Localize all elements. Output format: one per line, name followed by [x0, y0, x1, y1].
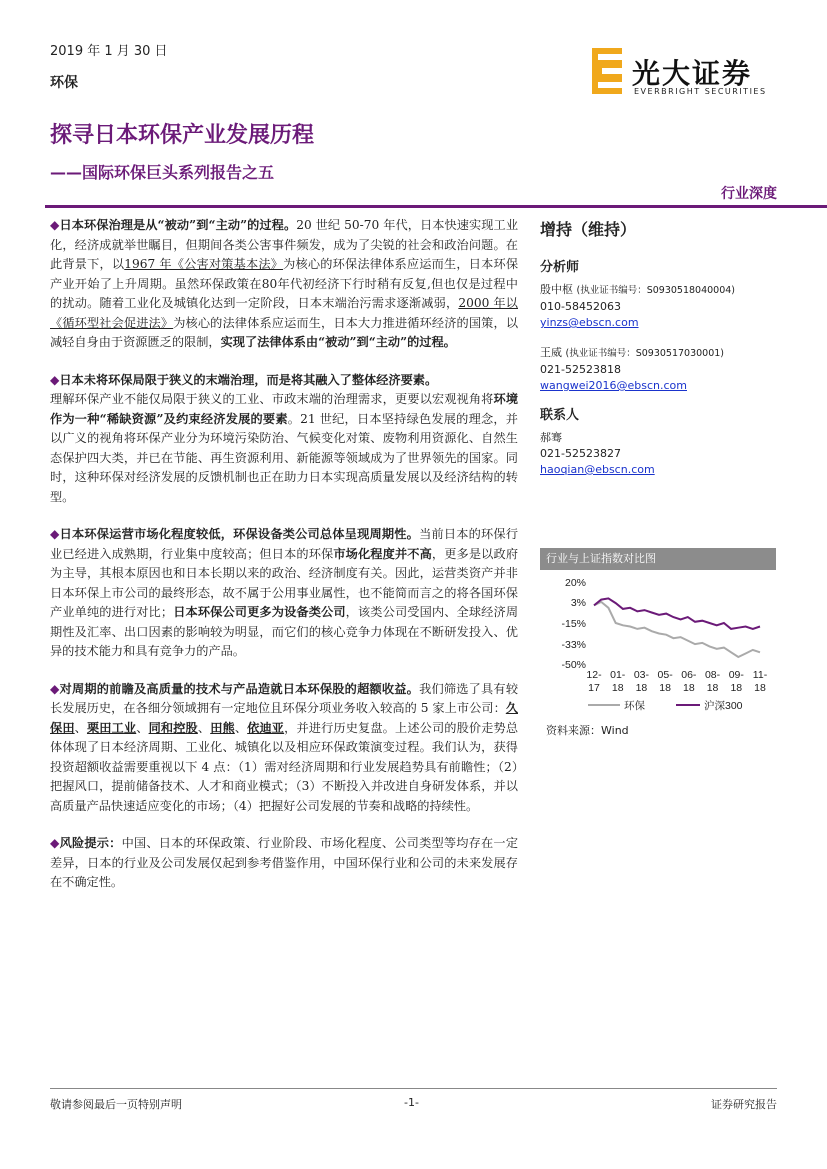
- analyst-2: [540, 345, 785, 394]
- x-tick-label: 18: [611, 682, 624, 694]
- x-tick-label: 18: [730, 682, 743, 694]
- paragraph-5: [50, 834, 518, 893]
- p1-text-b: 为核心的环保法律体系应运而生，日本环保产业开始了上升周期。虽然环保政策在80年代初经济下行时稍有反复,但也仅是过程中的扰动。随着工业化及城镇化达到一定阶段，日本末端治污需求逐渐减弱，: [50, 257, 519, 310]
- logo-text-cn: 光大证券: [632, 57, 753, 90]
- x-tick-label: 18: [635, 682, 648, 694]
- legend-label-huanbao: 环保: [624, 700, 645, 712]
- main-body: [50, 216, 518, 911]
- p5-heading: 风险提示：: [59, 836, 122, 850]
- p3-bold-2: 日本环保公司更多为设备类公司: [173, 605, 346, 619]
- contact: [540, 430, 785, 478]
- x-tick-label: 12-: [586, 669, 602, 681]
- analyst-1: [540, 282, 785, 331]
- series-line-huanbao: [594, 602, 760, 657]
- x-tick-label: 17: [588, 682, 600, 694]
- paragraph-2: [50, 371, 518, 508]
- p2-heading: 日本未将环保局限于狭义的末端治理，而是将其融入了整体经济要素。: [59, 372, 438, 387]
- paragraph-1: [50, 216, 518, 353]
- x-tick-label: 09-: [728, 669, 744, 681]
- p5-text-a: 中国、日本的环保政策、行业阶段、市场化程度、公司类型等均存在一定差异，日本的行业及公司发展仅起到参考借鉴作用，中国环保行业和公司的未来发展存在不确定性。: [50, 836, 519, 889]
- x-tick-label: 08-: [704, 669, 721, 681]
- contact-phone: 021-52523827: [540, 447, 621, 460]
- x-tick-label: 18: [706, 682, 719, 694]
- report-date: 2019 年 1 月 30 日: [50, 44, 168, 59]
- p3-heading: 日本环保运营市场化程度较低，环保设备类公司总体呈现周期性。: [59, 527, 420, 541]
- y-tick-label: -50%: [561, 659, 586, 671]
- analyst-1-name: 殷中枢: [540, 283, 573, 296]
- analyst-1-email[interactable]: yinzs@ebscn.com: [540, 316, 639, 329]
- separator: 、: [74, 720, 87, 735]
- company-takuma: 田熊: [210, 720, 235, 735]
- x-tick-label: 03-: [633, 669, 650, 681]
- analyst-1-cert: (执业证书编号：S0930518040004): [576, 285, 736, 296]
- paragraph-3: [50, 525, 518, 662]
- x-tick-label: 18: [659, 682, 671, 694]
- legend-label-hs300: 沪深300: [704, 700, 743, 712]
- logo-text-en: EVERBRIGHT SECURITIES: [634, 87, 767, 96]
- company-kubota: 久保田: [50, 701, 518, 735]
- footer-disclaimer: 敬请参阅最后一页特别声明: [50, 1098, 182, 1111]
- x-tick-label: 18: [754, 682, 766, 694]
- report-title: 探寻日本环保产业发展历程: [50, 123, 315, 148]
- analyst-2-cert: (执业证书编号：S0930517030001): [565, 348, 725, 359]
- p1-underline-2: 2000 年以《循环型社会促进法》: [50, 296, 518, 330]
- bullet-icon: ◆: [50, 527, 60, 541]
- p1-text-a: 20 世纪 50-70 年代，日本快速实现工业化，经济成就举世瞩目，但期间各类公害事件频发，成为了尖锐的社会和政治问题。在此背景下，以: [50, 218, 519, 271]
- sector-label: 环保: [50, 75, 78, 91]
- bullet-icon: ◆: [50, 372, 60, 387]
- p2-text-b: 。21 世纪，日本坚持绿色发展的理念，并以广义的视角将环保产业分为环境污染防治、气候变化对策、废物利用资源化、自然生态保护四大类，并已在节能、再生资源利用、新能源等领域成为了世界领先的国家。同时，这种环保对经济发展的反馈机制也正在助力日本实现高质量发展以及经济结构的转型。: [50, 411, 518, 504]
- separator: 、: [197, 720, 211, 735]
- footer-report-type: 证券研究报告: [711, 1098, 777, 1111]
- p3-text-b: ，更多是以政府为主导，其根本原因也和日本长期以来的政治、经济制度有关。因此，运营类资产并非日本环保上市公司的最终形态，故不属于公用事业属性，也不能简而言之的将各国环保产业单纯的进行对比；: [50, 546, 519, 619]
- p3-text-c: ，该类公司受国内、全球经济周期性及汇率、出口因素的影响较为明显，而它们的核心竞争力体现在不断研发投入、优异的技术能力和具有竞争力的产品。: [50, 605, 519, 658]
- contact-title: 联系人: [540, 408, 580, 423]
- index-comparison-chart: [540, 572, 776, 720]
- bullet-icon: ◆: [50, 218, 60, 232]
- analyst-2-name: 王威: [540, 346, 562, 359]
- p1-heading: 日本环保治理是从“被动”到“主动”的过程。: [59, 218, 297, 232]
- x-tick-label: 18: [683, 682, 695, 694]
- p4-text-a: 我们筛选了具有较长发展历史，在各细分领域拥有一定地位且环保分项业务收入较高的 5 家上市公司：: [50, 681, 519, 715]
- analysts-title: 分析师: [540, 260, 580, 275]
- analyst-2-email[interactable]: wangwei2016@ebscn.com: [540, 379, 687, 392]
- p4-text-b: ，并进行历史复盘。上述公司的股价走势总体体现了日本经济周期、工业化、城镇化以及相应环保政策演变过程。我们认为，获得投资超额收益需要重视以下 4 点：（1）需对经济周期和行业发展趋势具有前瞻性；（2）把握风口，提前储备技术、人才和商业模式；（3）不断投入并改进自身研发体系，并以高质量产品快速适应变化的市场；（4）把握好公司发展的节奏和战略的持续性。: [50, 720, 519, 813]
- p1-text-c: 为核心的法律体系应运而生，日本大力推进循环经济的国策，以减轻自身由于资源匮乏的限制，: [50, 315, 519, 349]
- chart-header: 行业与上证指数对比图: [540, 548, 776, 570]
- x-tick-label: 11-: [752, 669, 768, 681]
- company-kurita: 栗田工业: [86, 720, 137, 735]
- x-tick-label: 01-: [610, 669, 626, 681]
- everbright-logo-icon: [592, 48, 622, 94]
- sidebar: [540, 222, 785, 492]
- bullet-icon: ◆: [50, 681, 60, 696]
- bullet-icon: ◆: [50, 836, 60, 850]
- report-subtitle: ——国际环保巨头系列报告之五: [50, 163, 275, 182]
- contact-name: 郝骞: [540, 431, 562, 444]
- contact-email[interactable]: haoqian@ebscn.com: [540, 463, 655, 476]
- analyst-2-phone: 021-52523818: [540, 363, 621, 376]
- p3-text-a: 当前日本的环保行业已经进入成熟期，行业集中度较高；但日本的环保: [50, 527, 519, 561]
- company-dowa: 同和控股: [148, 720, 198, 735]
- p4-heading: 对周期的前瞻及高质量的技术与产品造就日本环保股的超额收益。: [59, 681, 420, 696]
- analyst-1-phone: 010-58452063: [540, 300, 621, 313]
- separator: 、: [234, 720, 248, 735]
- company-ideia: 依迪亚: [247, 720, 285, 735]
- footer-divider: [50, 1088, 777, 1089]
- p2-bold: 环境作为一种“稀缺资源”及约束经济发展的要素: [50, 392, 519, 426]
- p1-bold-end: 实现了法律体系由“被动”到“主动”的过程。: [220, 335, 456, 349]
- p2-text-a: 理解环保产业不能仅局限于狭义的工业、市政末端的治理需求，更要以宏观视角将: [50, 392, 494, 406]
- x-tick-label: 05-: [657, 669, 673, 681]
- paragraph-4: [50, 680, 518, 817]
- header-divider: [45, 205, 827, 208]
- y-tick-label: -33%: [561, 639, 586, 652]
- page-number: -1-: [404, 1096, 419, 1109]
- separator: 、: [136, 720, 149, 735]
- y-tick-label: 3%: [570, 596, 586, 609]
- report-type: 行业深度: [721, 186, 777, 202]
- chart-source: 资料来源：Wind: [546, 724, 629, 737]
- rating: 增持（维持）: [540, 220, 637, 239]
- y-tick-label: 20%: [564, 577, 586, 589]
- y-tick-label: -15%: [561, 618, 586, 630]
- p1-underline-1: 1967 年《公害对策基本法》: [124, 257, 284, 271]
- x-tick-label: 06-: [681, 669, 697, 681]
- p3-bold-1: 市场化程度并不高: [333, 546, 432, 561]
